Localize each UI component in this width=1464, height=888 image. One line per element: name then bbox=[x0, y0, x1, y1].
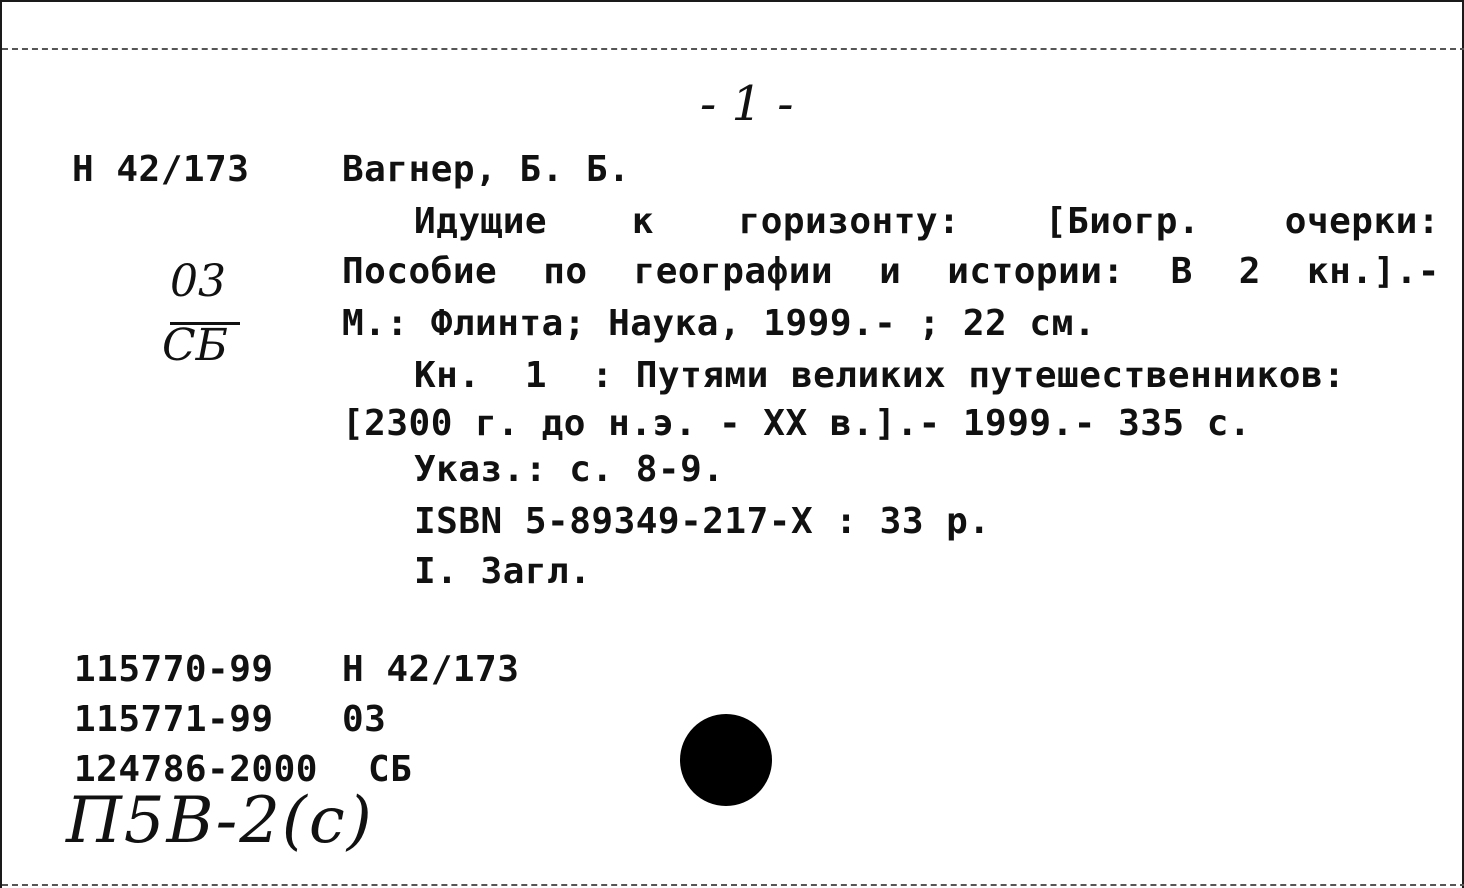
tracing-line: I. Загл. bbox=[414, 551, 592, 592]
title-word: к bbox=[631, 201, 654, 242]
isbn-line: ISBN 5-89349-217-X : 33 р. bbox=[414, 501, 991, 542]
bottom-dashed-rule bbox=[2, 884, 1464, 886]
page-number-mark: - 1 - bbox=[700, 76, 794, 132]
title-word: по bbox=[543, 251, 588, 292]
accession-location: Н 42/173 bbox=[342, 649, 520, 690]
title-word: В bbox=[1170, 251, 1193, 292]
accession-number: 115771-99 bbox=[74, 699, 274, 740]
title-word: [Биогр. bbox=[1044, 201, 1201, 242]
handwritten-location-code: 03 bbox=[170, 256, 226, 307]
accession-number: 124786-2000 bbox=[74, 749, 318, 790]
title-line-1 bbox=[414, 200, 1440, 244]
title-word: Идущие bbox=[414, 201, 548, 242]
title-word: географии bbox=[633, 251, 834, 292]
title-word: горизонту: bbox=[738, 201, 961, 242]
accession-location: СБ bbox=[368, 749, 413, 790]
index-note: Указ.: с. 8-9. bbox=[414, 449, 725, 490]
handwritten-location-code-2: СБ bbox=[162, 320, 228, 371]
title-word: и bbox=[879, 251, 902, 292]
accession-location: 03 bbox=[342, 699, 387, 740]
title-word: очерки: bbox=[1284, 201, 1440, 242]
author-heading: Вагнер, Б. Б. bbox=[342, 149, 631, 190]
call-number: Н 42/173 bbox=[72, 149, 250, 190]
card-punch-hole bbox=[680, 714, 772, 806]
title-word: 2 bbox=[1238, 251, 1261, 292]
imprint-line: М.: Флинта; Наука, 1999.- ; 22 см. bbox=[342, 303, 1096, 344]
top-dashed-rule bbox=[2, 48, 1464, 50]
title-line-2 bbox=[342, 250, 1440, 294]
volume-line-2: [2300 г. до н.э. - XX в.].- 1999.- 335 с. bbox=[342, 403, 1252, 444]
title-word: кн.].- bbox=[1306, 251, 1440, 292]
title-word: истории: bbox=[947, 251, 1125, 292]
accession-number: 115770-99 bbox=[74, 649, 274, 690]
handwritten-shelf-code: П5В-2(с) bbox=[66, 784, 374, 858]
volume-line-1: Кн. 1 : Путями великих путешественников: bbox=[414, 355, 1346, 396]
title-word: Пособие bbox=[342, 251, 498, 292]
